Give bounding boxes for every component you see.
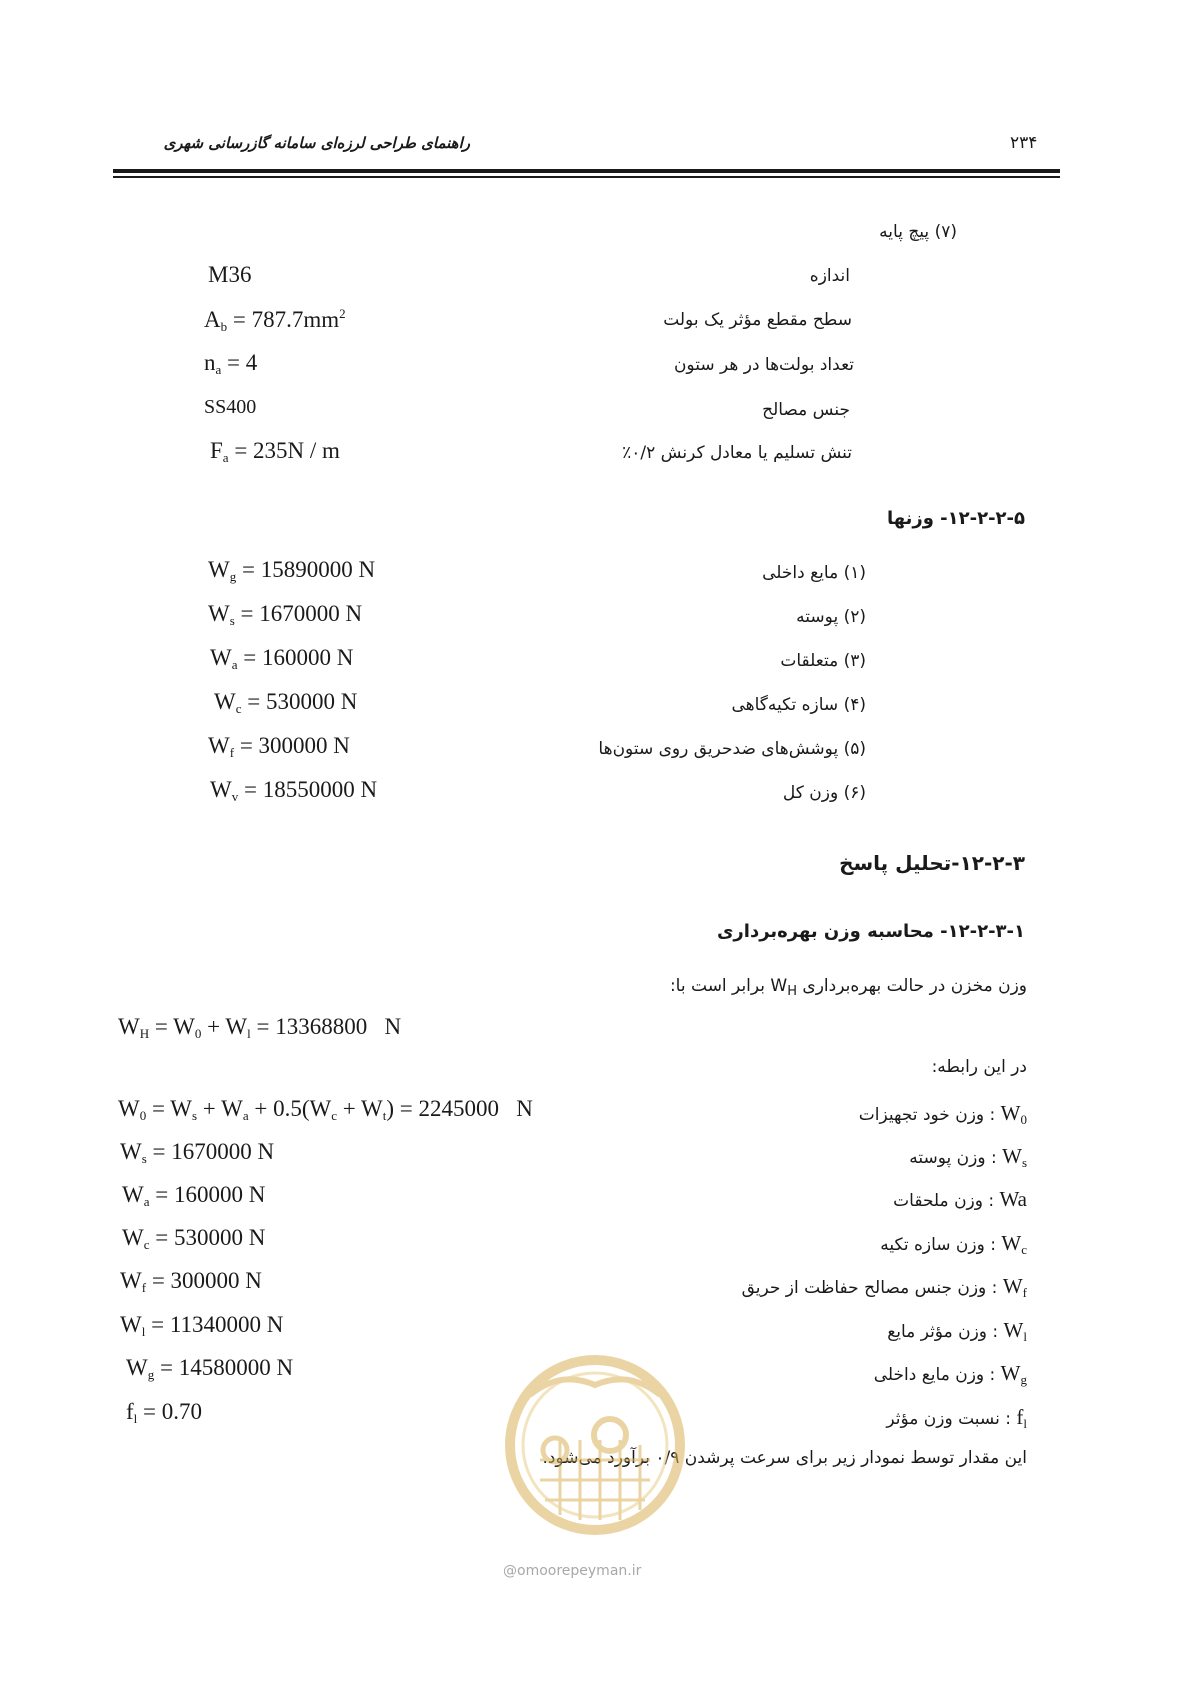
watermark-at-icon: @ [503, 1563, 517, 1579]
bolt-value: $n_a = 4$ [204, 350, 258, 377]
main-equation: $W_H = W_0 + W_l = 13368800$ N [118, 1014, 402, 1041]
weight-label: (۵) پوشش‌های ضدحریق روی ستون‌ها [598, 739, 866, 759]
weight-value: $W_a = 160000$ N [210, 645, 354, 672]
weight-value: $W_f = 300000$ N [208, 733, 350, 760]
bolt-label: تنش تسلیم یا معادل کرنش ۰/۲٪ [622, 443, 852, 463]
bolt-label: جنس مصالح [762, 400, 850, 420]
definition-equation: $f_l = 0.70$ [126, 1399, 203, 1426]
weight-label: (۲) پوسته [796, 607, 866, 627]
weight-value: $W_g = 15890000$ N [208, 557, 376, 584]
weights-heading: ۱۲-۲-۲-۵- وزنها [886, 508, 1025, 529]
header-rule-thin [113, 176, 1060, 178]
definition-equation: $W_l = 11340000$ N [120, 1312, 284, 1339]
definition-label: Wa : وزن ملحقات [893, 1187, 1027, 1211]
weight-value: $W_s = 1670000$ N [208, 601, 363, 628]
bolt-value: SS400 [204, 396, 257, 418]
weight-label: (۳) متعلقات [780, 651, 866, 671]
definition-label: $W_l$ : وزن مؤثر مایع [887, 1318, 1027, 1344]
definition-equation: $W_g = 14580000$ N [126, 1355, 294, 1382]
bolt-heading: (۷) پیچ پایه [879, 222, 957, 242]
definition-label: $W_f$ : وزن جنس مصالح حفاظت از حریق [741, 1274, 1027, 1300]
bolt-value: $A_b = 787.7mm^2$ [204, 306, 346, 334]
watermark-logo-icon [500, 1350, 690, 1560]
weight-label: (۶) وزن کل [782, 783, 866, 803]
bolt-label: سطح مقطع مؤثر یک بولت [663, 310, 852, 330]
weight-label: (۱) مایع داخلی [762, 563, 866, 583]
definition-equation: $W_c = 530000$ N [122, 1225, 266, 1252]
bolt-label: اندازه [809, 266, 850, 286]
watermark-url: @omoorepeyman.ir [503, 1563, 642, 1579]
bolt-label: تعداد بولت‌ها در هر ستون [673, 355, 854, 375]
where-label: در این رابطه: [931, 1057, 1027, 1077]
analysis-heading: ۱۲-۲-۳-تحلیل پاسخ [839, 851, 1025, 875]
definition-equation: $W_a = 160000$ N [122, 1182, 266, 1209]
analysis-intro: وزن مخزن در حالت بهره‌برداری $W_H$ برابر است با: [669, 976, 1027, 999]
weight-value: $W_c = 530000$ N [214, 689, 358, 716]
weight-label: (۴) سازه تکیه‌گاهی [731, 695, 866, 715]
definition-label: $W_g$ : وزن مایع داخلی [873, 1361, 1027, 1387]
definition-label: $W_s$ : وزن پوسته [909, 1144, 1027, 1170]
definition-equation: $W_0 = W_s + W_a + 0.5(W_c + W_t) = 2245000$ N [118, 1096, 533, 1123]
header-rule-thick [113, 169, 1060, 173]
bolt-value: M36 [208, 262, 252, 287]
analysis-subheading: ۱۲-۲-۳-۱- محاسبه وزن بهره‌برداری [716, 921, 1025, 942]
definition-label: $W_c$ : وزن سازه تکیه [880, 1231, 1027, 1257]
page-number: ۲۳۴ [1010, 133, 1038, 153]
closing-sentence: این مقدار توسط نمودار زیر برای سرعت پرشدن ۰/۹ برآورد می‌شود. [542, 1448, 1027, 1468]
definition-equation: $W_s = 1670000$ N [120, 1139, 275, 1166]
definition-label: $W_0$ : وزن خود تجهیزات [858, 1101, 1027, 1127]
definition-label: $f_l$ : نسبت وزن مؤثر [886, 1405, 1027, 1431]
weight-value: $W_v = 18550000$ N [210, 777, 378, 804]
bolt-value: $F_a = 235N / m$ [210, 438, 340, 465]
running-header-title: راهنمای طراحی لرزه‌ای سامانه گازرسانی شهری [163, 134, 470, 152]
definition-equation: $W_f = 300000$ N [120, 1268, 262, 1295]
